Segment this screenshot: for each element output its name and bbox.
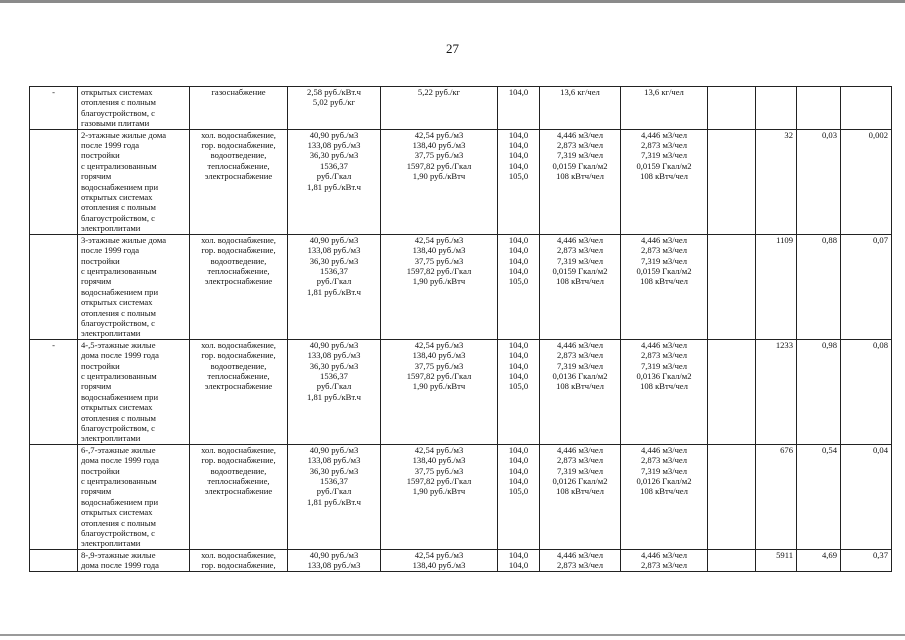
tariff-current-cell bbox=[288, 549, 381, 571]
tariff-new-cell bbox=[381, 234, 498, 339]
cell-line: дома после 1999 года bbox=[81, 560, 159, 571]
cell-line: 37,75 руб./м3 bbox=[414, 360, 464, 371]
cell-line: дома после 1999 года bbox=[81, 350, 159, 361]
cell-line: с централизованным bbox=[81, 265, 157, 276]
cell-line: 36,30 руб./м3 bbox=[309, 255, 359, 266]
table-row bbox=[30, 87, 892, 130]
cell-line: 7,319 м3/чел bbox=[556, 255, 604, 266]
cell-line: 104,0 bbox=[508, 255, 529, 266]
cell-line: 104,0 bbox=[508, 150, 529, 161]
cell-line: 42,54 руб./м3 bbox=[414, 549, 464, 560]
cell-line: 104,0 bbox=[508, 476, 529, 487]
cell-line: 5911 bbox=[776, 549, 793, 560]
cell-line: 4,446 м3/чел bbox=[640, 129, 688, 140]
cell-line: электроплитами bbox=[81, 328, 141, 339]
cell-line: после 1999 года bbox=[81, 245, 140, 256]
tariff-new-cell bbox=[381, 129, 498, 234]
cell-line: горячим bbox=[81, 171, 112, 182]
cell-line: 104,0 bbox=[508, 465, 529, 476]
index-cell bbox=[498, 234, 540, 339]
cell-line: 7,319 м3/чел bbox=[556, 360, 604, 371]
cell-line: отопления с полным bbox=[81, 412, 156, 423]
cell-line: газоснабжение bbox=[211, 87, 266, 97]
cell-line: гор. водоснабжение, bbox=[201, 245, 276, 256]
cell-line: 36,30 руб./м3 bbox=[309, 465, 359, 476]
table-row bbox=[30, 129, 892, 234]
cell-line: 0,002 bbox=[868, 129, 888, 140]
utilities-cell bbox=[190, 129, 288, 234]
extra-cell bbox=[708, 129, 756, 234]
cell-line: 104,0 bbox=[508, 339, 529, 350]
house-type-cell bbox=[78, 339, 190, 444]
tariff-table bbox=[29, 86, 892, 572]
cell-line: благоустройством, с bbox=[81, 107, 155, 118]
count-cell bbox=[756, 234, 797, 339]
cell-line: 5,22 руб./кг bbox=[417, 87, 461, 97]
cell-line: 104,0 bbox=[508, 560, 529, 571]
cell-line: благоустройством, с bbox=[81, 423, 155, 433]
cell-line: 108 кВтч/чел bbox=[640, 276, 688, 287]
cell-line: 8-,9-этажные жилые bbox=[81, 549, 156, 560]
cell-line: хол. водоснабжение, bbox=[201, 129, 276, 140]
cell-line: постройки bbox=[81, 360, 120, 371]
cell-line: 13,6 кг/чел bbox=[560, 87, 600, 97]
tariff-new-cell bbox=[381, 444, 498, 549]
cell-line: 138,40 руб./м3 bbox=[412, 350, 466, 361]
cell-line: 133,08 руб./м3 bbox=[307, 350, 361, 361]
cell-line: 2,58 руб./кВт.ч bbox=[307, 87, 361, 97]
cell-line: открытых системах bbox=[81, 297, 153, 308]
share-cell bbox=[797, 129, 841, 234]
cell-line: 7,319 м3/чел bbox=[556, 150, 604, 161]
share-cell bbox=[797, 234, 841, 339]
cell-line: 0,0126 Гкал/м2 bbox=[636, 476, 692, 487]
ratio-cell bbox=[841, 339, 892, 444]
norm-current-cell bbox=[540, 549, 621, 571]
cell-line: 4,446 м3/чел bbox=[640, 339, 688, 350]
cell-line: 1,81 руб./кВт.ч bbox=[307, 286, 361, 297]
cell-line: 104,0 bbox=[508, 140, 529, 151]
ratio-cell bbox=[841, 444, 892, 549]
cell-line: 36,30 руб./м3 bbox=[309, 360, 359, 371]
cell-line: благоустройством, с bbox=[81, 317, 155, 328]
cell-line: 2,873 м3/чел bbox=[556, 245, 604, 256]
table-body bbox=[30, 87, 892, 572]
cell-line: 138,40 руб./м3 bbox=[412, 455, 466, 466]
cell-line: благоустройством, с bbox=[81, 212, 155, 223]
cell-line: 108 кВтч/чел bbox=[556, 381, 604, 392]
cell-line: 138,40 руб./м3 bbox=[412, 140, 466, 151]
cell-line: 0,0126 Гкал/м2 bbox=[552, 476, 608, 487]
cell-line: 1,81 руб./кВт.ч bbox=[307, 181, 361, 192]
cell-line: 37,75 руб./м3 bbox=[414, 150, 464, 161]
cell-line: открытых системах bbox=[81, 87, 153, 97]
cell-line: отопления с полным bbox=[81, 202, 156, 213]
row-marker-cell bbox=[30, 339, 78, 444]
cell-line: 108 кВтч/чел bbox=[556, 276, 604, 287]
index-cell bbox=[498, 87, 540, 130]
cell-line: 1,90 руб./кВтч bbox=[412, 276, 466, 287]
cell-line: 2,873 м3/чел bbox=[556, 455, 604, 466]
cell-line: газовыми плитами bbox=[81, 118, 150, 129]
cell-line: 5,02 руб./кг bbox=[312, 97, 356, 108]
cell-line: 2,873 м3/чел bbox=[640, 455, 688, 466]
cell-line: 133,08 руб./м3 bbox=[307, 455, 361, 466]
cell-line: хол. водоснабжение, bbox=[201, 549, 276, 560]
cell-line: 104,0 bbox=[508, 360, 529, 371]
cell-line: 1597,82 руб./Гкал bbox=[406, 476, 472, 487]
cell-line: 37,75 руб./м3 bbox=[414, 255, 464, 266]
extra-cell bbox=[708, 339, 756, 444]
index-cell bbox=[498, 339, 540, 444]
cell-line: гор. водоснабжение, bbox=[201, 455, 276, 466]
cell-line: 104,0 bbox=[508, 370, 529, 381]
cell-line: 2,873 м3/чел bbox=[556, 350, 604, 361]
cell-line: 133,08 руб./м3 bbox=[307, 245, 361, 256]
tariff-current-cell bbox=[288, 444, 381, 549]
cell-line: 104,0 bbox=[508, 444, 529, 455]
scan-top-edge bbox=[0, 0, 905, 3]
cell-line: 0,0159 Гкал/м2 bbox=[636, 265, 692, 276]
cell-line: электроснабжение bbox=[204, 381, 273, 392]
cell-line: 104,0 bbox=[508, 455, 529, 466]
cell-line: 42,54 руб./м3 bbox=[414, 444, 464, 455]
cell-line: 4,69 bbox=[821, 549, 837, 560]
cell-line: 104,0 bbox=[508, 350, 529, 361]
cell-line: электроплитами bbox=[81, 223, 141, 234]
share-cell bbox=[797, 549, 841, 571]
cell-line: 1,90 руб./кВтч bbox=[412, 486, 466, 497]
cell-line: 1,81 руб./кВт.ч bbox=[307, 391, 361, 402]
count-cell bbox=[756, 129, 797, 234]
cell-line: 676 bbox=[780, 444, 793, 455]
cell-line: 13,6 кг/чел bbox=[644, 87, 684, 97]
cell-line: 4,446 м3/чел bbox=[556, 339, 604, 350]
cell-line: 0,0159 Гкал/м2 bbox=[636, 160, 692, 171]
index-cell bbox=[498, 444, 540, 549]
cell-line: 7,319 м3/чел bbox=[556, 465, 604, 476]
cell-line: отопления с полным bbox=[81, 307, 156, 318]
extra-cell bbox=[708, 234, 756, 339]
cell-line: 105,0 bbox=[508, 171, 529, 182]
cell-line: 105,0 bbox=[508, 276, 529, 287]
row-marker-cell bbox=[30, 549, 78, 571]
ratio-cell bbox=[841, 129, 892, 234]
cell-line: водоснабжением при bbox=[81, 181, 159, 192]
cell-line: 4,446 м3/чел bbox=[556, 549, 604, 560]
cell-line: 42,54 руб./м3 bbox=[414, 234, 464, 245]
cell-line: 133,08 руб./м3 bbox=[307, 560, 361, 571]
cell-line: с централизованным bbox=[81, 476, 157, 487]
cell-line: 0,98 bbox=[821, 339, 837, 350]
cell-line: хол. водоснабжение, bbox=[201, 339, 276, 350]
cell-line: 105,0 bbox=[508, 486, 529, 497]
scan-bottom-edge bbox=[0, 634, 905, 636]
cell-line: отопления с полным bbox=[81, 517, 156, 528]
norm-current-cell bbox=[540, 444, 621, 549]
cell-line: теплоснабжение, bbox=[207, 160, 270, 171]
cell-line: гор. водоснабжение, bbox=[201, 560, 276, 571]
norm-current-cell bbox=[540, 339, 621, 444]
tariff-current-cell bbox=[288, 339, 381, 444]
cell-line: 108 кВтч/чел bbox=[556, 486, 604, 497]
row-marker-cell bbox=[30, 444, 78, 549]
cell-line: водоотведение, bbox=[210, 465, 267, 476]
cell-line: 0,0136 Гкал/м2 bbox=[636, 370, 692, 381]
cell-line: 3-этажные жилые дома bbox=[81, 234, 167, 245]
cell-line: 7,319 м3/чел bbox=[640, 150, 688, 161]
cell-line: 4-,5-этажные жилые bbox=[81, 339, 156, 350]
cell-line: водоотведение, bbox=[210, 255, 267, 266]
cell-line: 42,54 руб./м3 bbox=[414, 339, 464, 350]
cell-line: водоснабжением при bbox=[81, 496, 159, 507]
cell-line: 42,54 руб./м3 bbox=[414, 129, 464, 140]
ratio-cell bbox=[841, 234, 892, 339]
cell-line: 40,90 руб./м3 bbox=[309, 549, 359, 560]
cell-line: открытых системах bbox=[81, 402, 153, 413]
cell-line: хол. водоснабжение, bbox=[201, 234, 276, 245]
extra-cell bbox=[708, 87, 756, 130]
count-cell bbox=[756, 549, 797, 571]
cell-line: открытых системах bbox=[81, 507, 153, 518]
cell-line: 1,90 руб./кВтч bbox=[412, 381, 466, 392]
ratio-cell bbox=[841, 87, 892, 130]
cell-line: 37,75 руб./м3 bbox=[414, 465, 464, 476]
cell-line: 108 кВтч/чел bbox=[556, 171, 604, 182]
extra-cell bbox=[708, 549, 756, 571]
cell-line: 2,873 м3/чел bbox=[640, 140, 688, 151]
cell-line: водоснабжением при bbox=[81, 286, 159, 297]
cell-line: 104,0 bbox=[508, 234, 529, 245]
tariff-new-cell bbox=[381, 339, 498, 444]
cell-line: открытых системах bbox=[81, 192, 153, 203]
cell-line: постройки bbox=[81, 150, 120, 161]
table-row bbox=[30, 339, 892, 444]
cell-line: благоустройством, с bbox=[81, 528, 155, 539]
cell-line: водоотведение, bbox=[210, 360, 267, 371]
share-cell bbox=[797, 339, 841, 444]
cell-line: 104,0 bbox=[508, 129, 529, 140]
cell-line: 138,40 руб./м3 bbox=[412, 245, 466, 256]
cell-line: водоотведение, bbox=[210, 150, 267, 161]
cell-line: теплоснабжение, bbox=[207, 476, 270, 487]
cell-line: 138,40 руб./м3 bbox=[412, 560, 466, 571]
tariff-current-cell bbox=[288, 234, 381, 339]
tariff-new-cell bbox=[381, 549, 498, 571]
norm-new-cell bbox=[621, 87, 708, 130]
cell-line: 4,446 м3/чел bbox=[640, 444, 688, 455]
utilities-cell bbox=[190, 444, 288, 549]
cell-line: 0,04 bbox=[872, 444, 888, 455]
cell-line: с централизованным bbox=[81, 160, 157, 171]
cell-line: 1536,37 bbox=[320, 370, 348, 381]
cell-line: 104,0 bbox=[508, 160, 529, 171]
cell-line: горячим bbox=[81, 486, 112, 497]
norm-new-cell bbox=[621, 444, 708, 549]
house-type-cell bbox=[78, 549, 190, 571]
cell-line: 40,90 руб./м3 bbox=[309, 444, 359, 455]
cell-line: 1,90 руб./кВтч bbox=[412, 171, 466, 182]
utilities-cell bbox=[190, 549, 288, 571]
utilities-cell bbox=[190, 87, 288, 130]
cell-line: гор. водоснабжение, bbox=[201, 350, 276, 361]
cell-line: 32 bbox=[784, 129, 793, 140]
norm-new-cell bbox=[621, 129, 708, 234]
cell-line: 108 кВтч/чел bbox=[640, 171, 688, 182]
cell-line: электроплитами bbox=[81, 433, 141, 444]
cell-line: 36,30 руб./м3 bbox=[309, 150, 359, 161]
index-cell bbox=[498, 129, 540, 234]
row-marker-cell bbox=[30, 129, 78, 234]
cell-line: после 1999 года bbox=[81, 140, 140, 151]
table-row bbox=[30, 444, 892, 549]
house-type-cell bbox=[78, 444, 190, 549]
cell-line: 1536,37 bbox=[320, 265, 348, 276]
cell-line: 1,81 руб./кВт.ч bbox=[307, 496, 361, 507]
cell-line: 40,90 руб./м3 bbox=[309, 339, 359, 350]
utilities-cell bbox=[190, 234, 288, 339]
share-cell bbox=[797, 87, 841, 130]
cell-line: отопления с полным bbox=[81, 97, 156, 108]
cell-line: 4,446 м3/чел bbox=[556, 444, 604, 455]
cell-line: руб./Гкал bbox=[316, 276, 352, 287]
cell-line: хол. водоснабжение, bbox=[201, 444, 276, 455]
cell-line: электроснабжение bbox=[204, 276, 273, 287]
norm-new-cell bbox=[621, 339, 708, 444]
row-marker-cell bbox=[30, 234, 78, 339]
count-cell bbox=[756, 444, 797, 549]
cell-line: 4,446 м3/чел bbox=[640, 234, 688, 245]
cell-line: 2,873 м3/чел bbox=[640, 560, 688, 571]
norm-current-cell bbox=[540, 87, 621, 130]
cell-line: 1109 bbox=[776, 234, 793, 245]
cell-line: 1597,82 руб./Гкал bbox=[406, 370, 472, 381]
cell-line: 104,0 bbox=[508, 549, 529, 560]
norm-current-cell bbox=[540, 129, 621, 234]
cell-line: 7,319 м3/чел bbox=[640, 360, 688, 371]
cell-line: теплоснабжение, bbox=[207, 370, 270, 381]
norm-new-cell bbox=[621, 549, 708, 571]
cell-line: 4,446 м3/чел bbox=[556, 234, 604, 245]
extra-cell bbox=[708, 444, 756, 549]
norm-new-cell bbox=[621, 234, 708, 339]
cell-line: 133,08 руб./м3 bbox=[307, 140, 361, 151]
row-marker: - bbox=[52, 339, 55, 350]
cell-line: 4,446 м3/чел bbox=[640, 549, 688, 560]
cell-line: 2,873 м3/чел bbox=[640, 350, 688, 361]
cell-line: теплоснабжение, bbox=[207, 265, 270, 276]
tariff-current-cell bbox=[288, 129, 381, 234]
cell-line: дома после 1999 года bbox=[81, 455, 159, 466]
utilities-cell bbox=[190, 339, 288, 444]
cell-line: 7,319 м3/чел bbox=[640, 465, 688, 476]
row-marker-cell bbox=[30, 87, 78, 130]
house-type-cell bbox=[78, 87, 190, 130]
cell-line: 2,873 м3/чел bbox=[556, 560, 604, 571]
cell-line: 0,08 bbox=[872, 339, 888, 350]
cell-line: 0,54 bbox=[821, 444, 837, 455]
count-cell bbox=[756, 339, 797, 444]
cell-line: 104,0 bbox=[508, 87, 529, 97]
cell-line: 7,319 м3/чел bbox=[640, 255, 688, 266]
cell-line: горячим bbox=[81, 276, 112, 287]
table-row bbox=[30, 549, 892, 571]
tariff-new-cell bbox=[381, 87, 498, 130]
cell-line: 0,0159 Гкал/м2 bbox=[552, 265, 608, 276]
page-number: 27 bbox=[446, 41, 459, 56]
cell-line: руб./Гкал bbox=[316, 381, 352, 392]
cell-line: 1597,82 руб./Гкал bbox=[406, 265, 472, 276]
cell-line: 104,0 bbox=[508, 245, 529, 256]
cell-line: постройки bbox=[81, 465, 120, 476]
cell-line: 2-этажные жилые дома bbox=[81, 129, 167, 140]
cell-line: 104,0 bbox=[508, 265, 529, 276]
cell-line: 2,873 м3/чел bbox=[556, 140, 604, 151]
cell-line: 1536,37 bbox=[320, 476, 348, 487]
cell-line: 1233 bbox=[775, 339, 793, 350]
norm-current-cell bbox=[540, 234, 621, 339]
cell-line: постройки bbox=[81, 255, 120, 266]
cell-line: 4,446 м3/чел bbox=[556, 129, 604, 140]
cell-line: электроснабжение bbox=[204, 486, 273, 497]
cell-line: 105,0 bbox=[508, 381, 529, 392]
count-cell bbox=[756, 87, 797, 130]
row-marker: - bbox=[52, 87, 55, 97]
ratio-cell bbox=[841, 549, 892, 571]
cell-line: электроплитами bbox=[81, 538, 141, 549]
cell-line: 0,03 bbox=[821, 129, 837, 140]
cell-line: 2,873 м3/чел bbox=[640, 245, 688, 256]
cell-line: 40,90 руб./м3 bbox=[309, 129, 359, 140]
cell-line: электроснабжение bbox=[204, 171, 273, 182]
index-cell bbox=[498, 549, 540, 571]
tariff-current-cell bbox=[288, 87, 381, 130]
cell-line: 0,0136 Гкал/м2 bbox=[552, 370, 608, 381]
house-type-cell bbox=[78, 129, 190, 234]
table-row bbox=[30, 234, 892, 339]
cell-line: руб./Гкал bbox=[316, 486, 352, 497]
cell-line: 108 кВтч/чел bbox=[640, 381, 688, 392]
cell-line: водоснабжением при bbox=[81, 391, 159, 402]
cell-line: 40,90 руб./м3 bbox=[309, 234, 359, 245]
cell-line: 6-,7-этажные жилые bbox=[81, 444, 156, 455]
cell-line: руб./Гкал bbox=[316, 171, 352, 182]
share-cell bbox=[797, 444, 841, 549]
cell-line: 0,37 bbox=[872, 549, 888, 560]
cell-line: с централизованным bbox=[81, 370, 157, 381]
cell-line: горячим bbox=[81, 381, 112, 392]
cell-line: 0,0159 Гкал/м2 bbox=[552, 160, 608, 171]
cell-line: 1536,37 bbox=[320, 160, 348, 171]
cell-line: гор. водоснабжение, bbox=[201, 140, 276, 151]
cell-line: 1597,82 руб./Гкал bbox=[406, 160, 472, 171]
house-type-cell bbox=[78, 234, 190, 339]
cell-line: 0,07 bbox=[872, 234, 888, 245]
cell-line: 108 кВтч/чел bbox=[640, 486, 688, 497]
cell-line: 0,88 bbox=[821, 234, 837, 245]
